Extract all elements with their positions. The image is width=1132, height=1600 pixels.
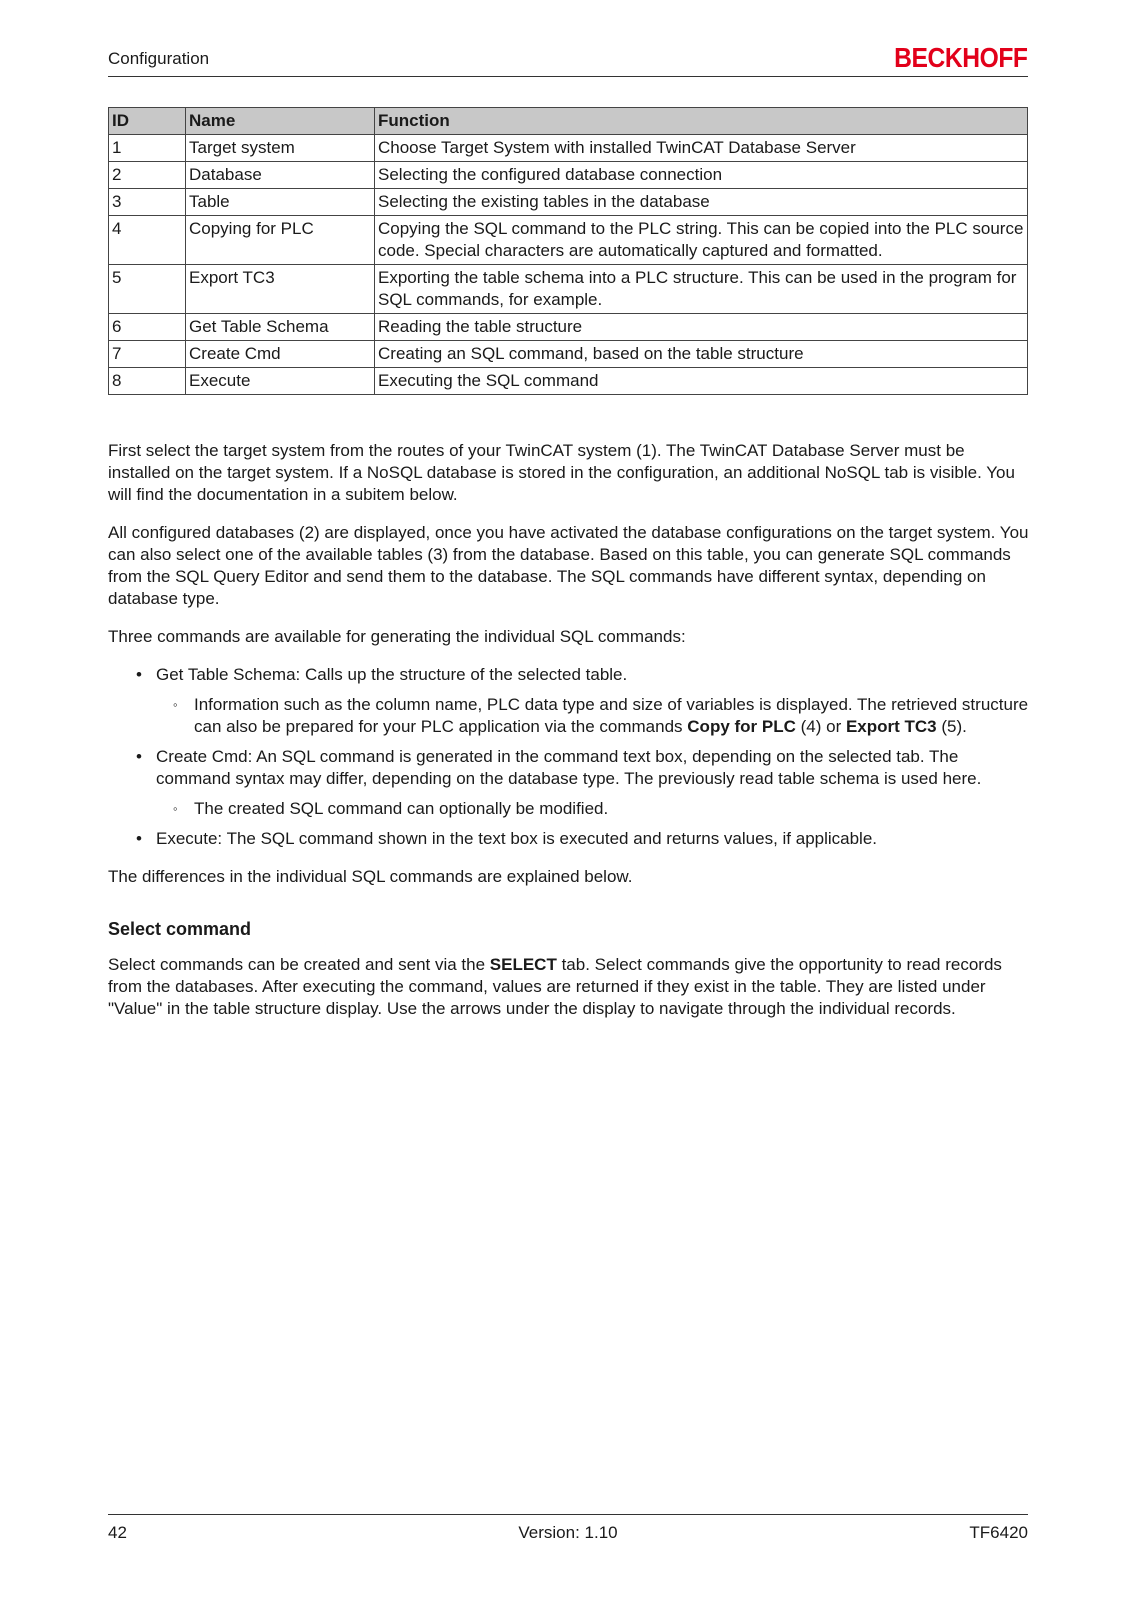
table-row [109, 265, 1028, 314]
list-item-text: Execute: The SQL command shown in the text box is executed and returns values, if applicable. [156, 829, 878, 848]
cell-id: 1 [109, 135, 186, 162]
sub-text: The created SQL command can optionally be modified. [194, 799, 609, 818]
table-row [109, 135, 1028, 162]
list-item-text: Get Table Schema: Calls up the structure of the selected table. [156, 665, 628, 684]
sub-list [156, 798, 1030, 820]
cell-function: Selecting the existing tables in the database [375, 189, 1028, 216]
cell-name: Table [186, 189, 375, 216]
table-header-row [109, 108, 1028, 135]
list-item [108, 746, 1030, 820]
section-heading-select-command: Select command [108, 919, 252, 939]
sub-text: Information such as the column name, PLC data type and size of variables is displayed. The retrieved structure can also be prepared for your PLC application via the commands [194, 695, 1029, 736]
cell-id: 2 [109, 162, 186, 189]
sub-bullet-marker: ◦ [173, 801, 178, 816]
cell-id: 8 [109, 368, 186, 395]
page-header [108, 44, 1028, 77]
cell-name: Database [186, 162, 375, 189]
paragraph-target-system: First select the target system from the routes of your TwinCAT system (1). The TwinCAT Database Server must be installed on the target system. If a NoSQL database is stored in the configuration, an additional NoSQL tab is visible. You will find the documentation in a subitem below. [108, 441, 1015, 504]
cell-function: Copying the SQL command to the PLC string. This can be copied into the PLC source code. Special characters are automatically captured and formatted. [375, 216, 1028, 265]
cell-function: Reading the table structure [375, 314, 1028, 341]
paragraph-databases: All configured databases (2) are displayed, once you have activated the database configurations on the target system. You can also select one of the available tables (3) from the database. Based on this table, you can generate SQL commands from the SQL Query Editor and send them to the database. The SQL commands have different syntax, depending on database type. [108, 523, 1029, 608]
paragraph-commands-intro: Three commands are available for generating the individual SQL commands: [108, 627, 686, 646]
cell-function: Creating an SQL command, based on the table structure [375, 341, 1028, 368]
emphasis-copy-for-plc: Copy for PLC [687, 717, 796, 736]
table-row [109, 368, 1028, 395]
bullet-marker: • [136, 747, 142, 766]
cell-name: Execute [186, 368, 375, 395]
page-footer [108, 1514, 1028, 1542]
table-row [109, 189, 1028, 216]
cell-function: Executing the SQL command [375, 368, 1028, 395]
bullet-marker: • [136, 665, 142, 684]
sub-list-item [156, 694, 1030, 738]
paragraph-text: tab. Select commands give the opportunity to read records from the databases. After executing the command, values are returned if they exist in the table. They are listed under "Value" in the table structure display. Use the arrows under the display to navigate through the individual records. [108, 955, 1002, 1018]
cell-id: 4 [109, 216, 186, 265]
column-header-function: Function [375, 108, 1028, 135]
function-table [108, 107, 1028, 395]
cell-function: Selecting the configured database connection [375, 162, 1028, 189]
version-label: Version: 1.10 [518, 1523, 618, 1542]
beckhoff-logo: BECKHOFF [894, 42, 1028, 73]
cell-name: Export TC3 [186, 265, 375, 314]
sub-list-item [156, 798, 1030, 820]
table-row [109, 341, 1028, 368]
list-item-text: Create Cmd: An SQL command is generated in the command text box, depending on the selected tab. The command syntax may differ, depending on the database type. The previously read table schema is used here. [156, 747, 982, 788]
body-content [108, 440, 1030, 1036]
cell-name: Target system [186, 135, 375, 162]
cell-function: Exporting the table schema into a PLC structure. This can be used in the program for SQL commands, for example. [375, 265, 1028, 314]
bullet-marker: • [136, 829, 142, 848]
paragraph-differences: The differences in the individual SQL commands are explained below. [108, 867, 633, 886]
cell-name: Get Table Schema [186, 314, 375, 341]
sub-bullet-marker: ◦ [173, 697, 178, 712]
cell-id: 7 [109, 341, 186, 368]
emphasis-export-tc3: Export TC3 [845, 717, 937, 736]
table-row [109, 314, 1028, 341]
paragraph-select-command [108, 954, 1030, 1020]
product-code: TF6420 [969, 1523, 1028, 1542]
column-header-id: ID [109, 108, 186, 135]
sub-text: (5). [936, 717, 967, 736]
page-number: 42 [108, 1523, 127, 1542]
paragraph-text: Select commands can be created and sent via the [108, 955, 490, 974]
cell-function: Choose Target System with installed TwinCAT Database Server [375, 135, 1028, 162]
column-header-name: Name [186, 108, 375, 135]
sub-text: (4) or [795, 717, 846, 736]
cell-id: 3 [109, 189, 186, 216]
sub-list [156, 694, 1030, 738]
list-item [108, 828, 1030, 850]
table-row [109, 162, 1028, 189]
cell-name: Create Cmd [186, 341, 375, 368]
command-list [108, 664, 1030, 850]
header-title: Configuration [108, 49, 210, 68]
cell-id: 6 [109, 314, 186, 341]
cell-name: Copying for PLC [186, 216, 375, 265]
cell-id: 5 [109, 265, 186, 314]
emphasis-select: SELECT [489, 955, 557, 974]
table-row [109, 216, 1028, 265]
list-item [108, 664, 1030, 738]
